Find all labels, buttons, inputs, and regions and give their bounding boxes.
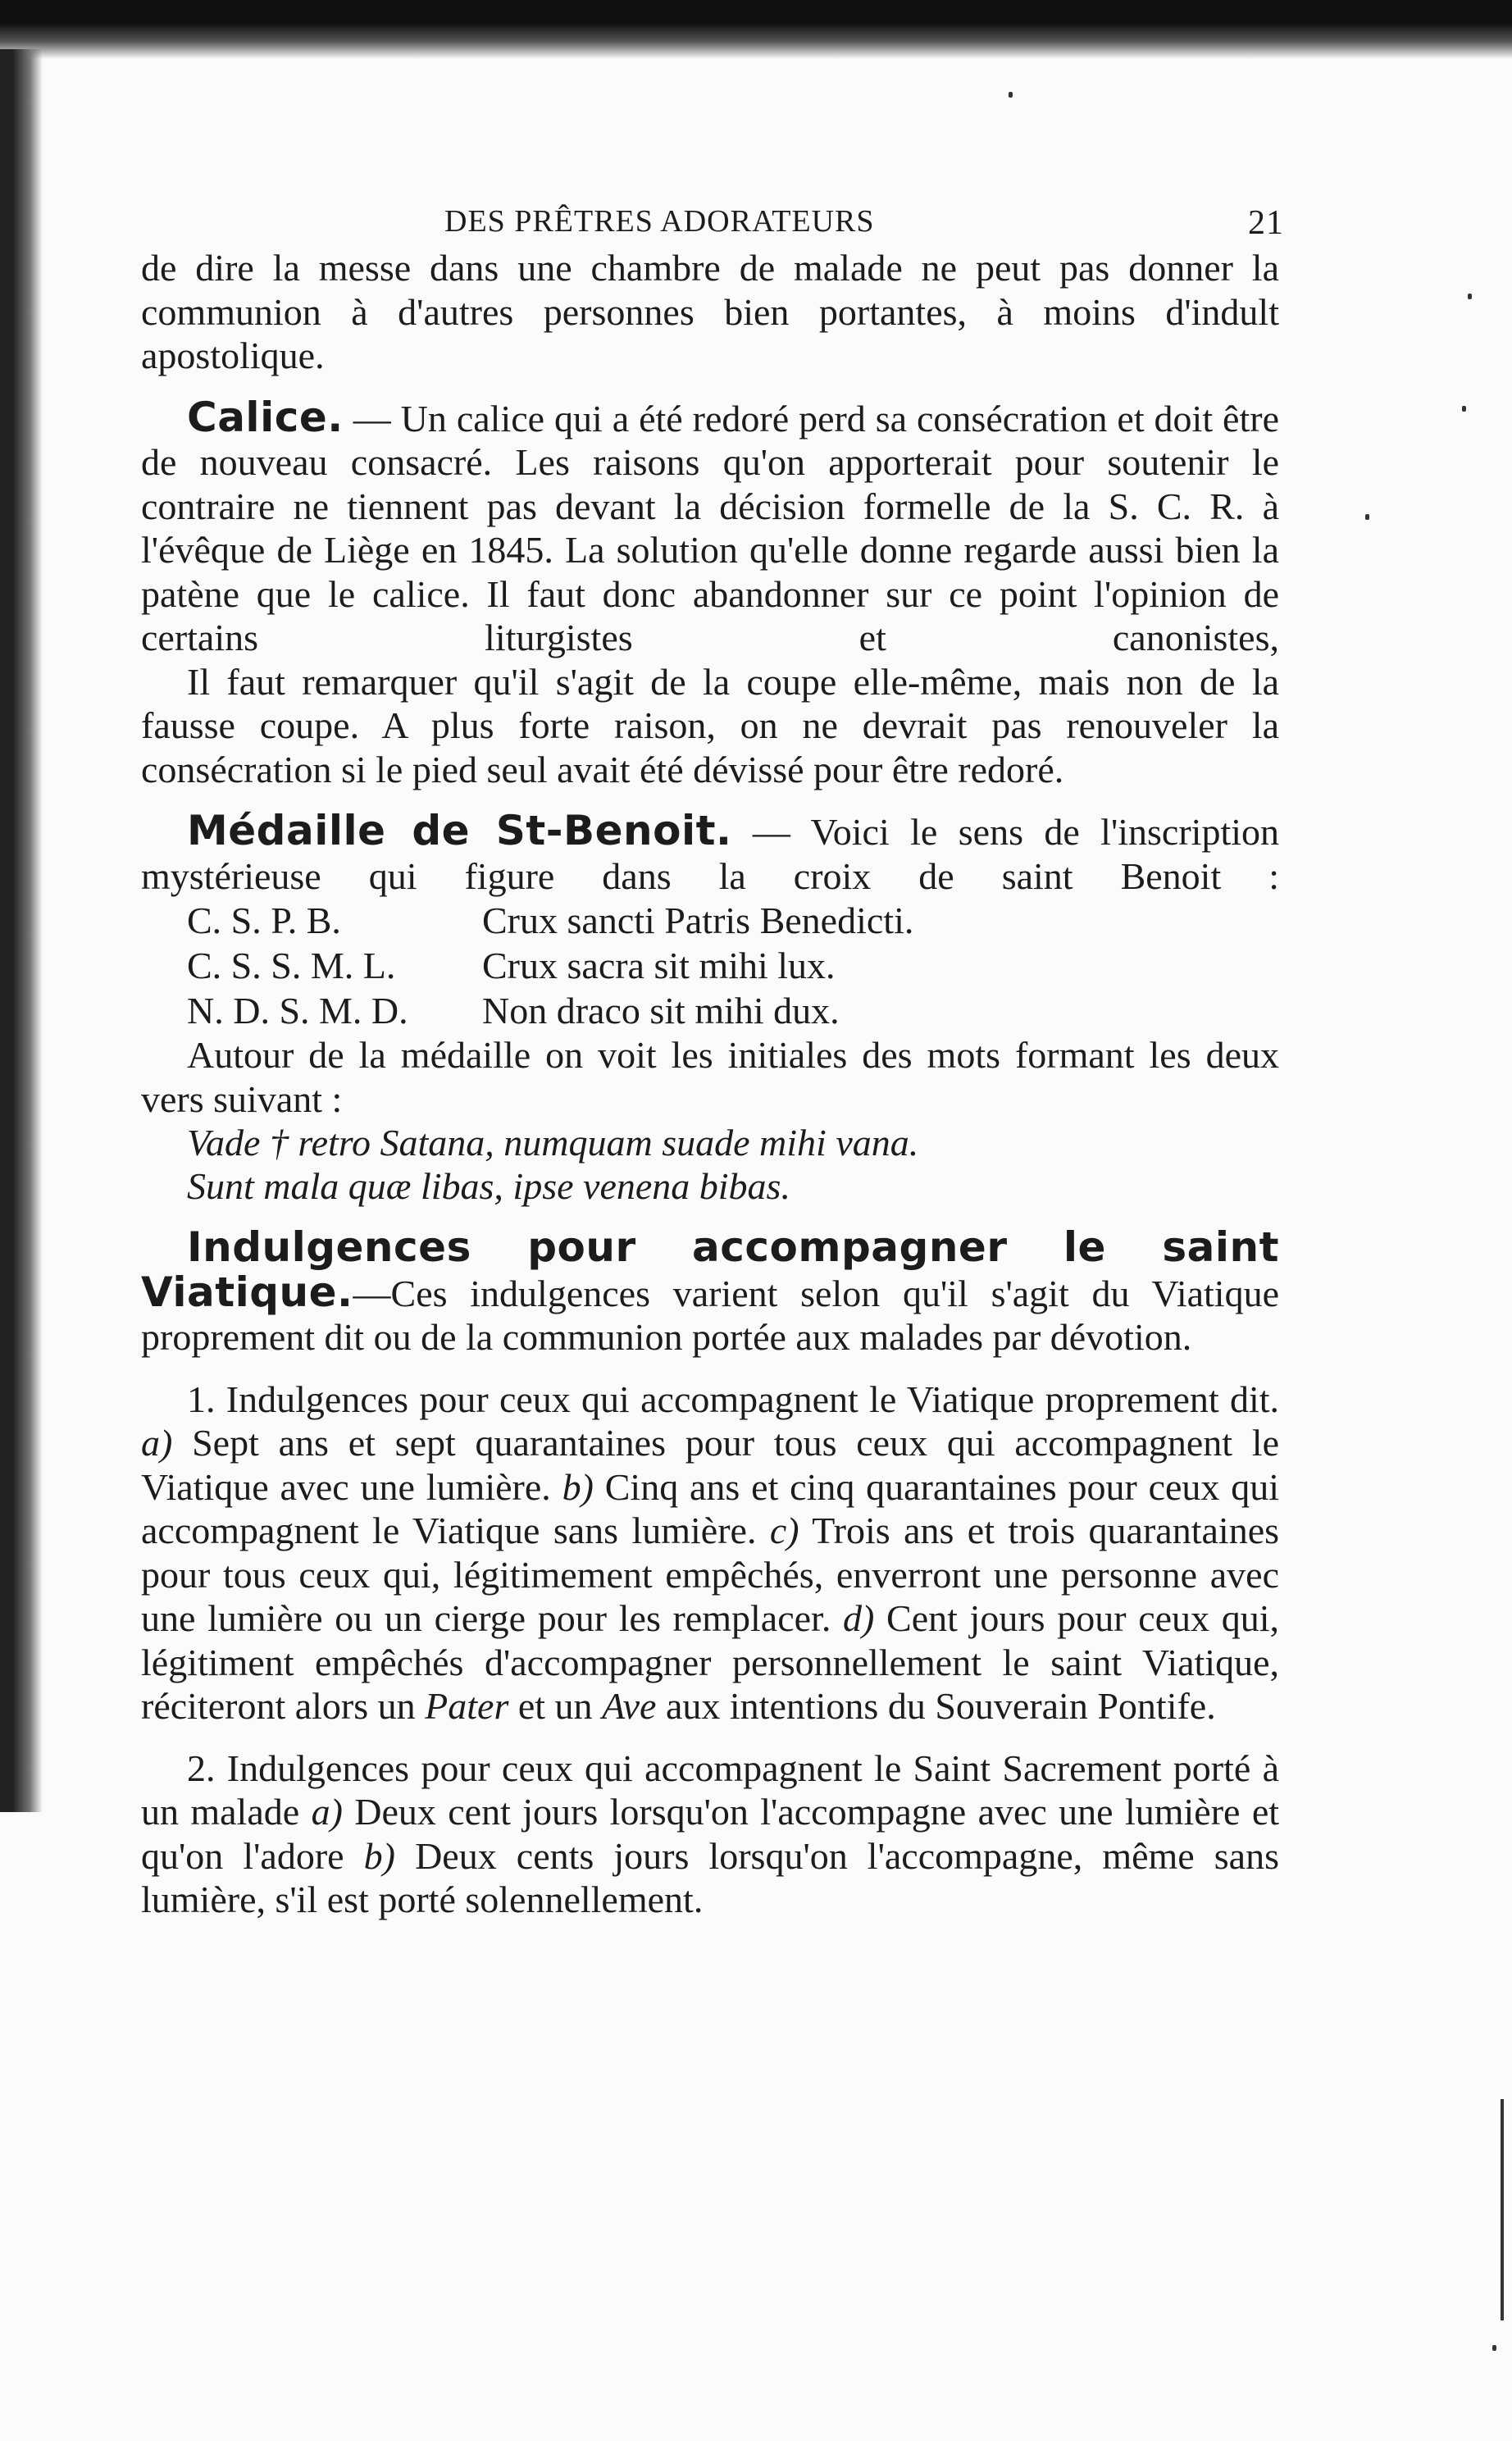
heading-medaille: Médaille de St-Benoit. xyxy=(187,807,732,854)
ave-word: Ave xyxy=(602,1685,657,1727)
heading-calice: Calice. xyxy=(187,393,344,441)
scan-left-edge xyxy=(0,49,43,1812)
paragraph-intro: de dire la messe dans une chambre de malade ne peut pas donner la communion à d'autres personnes bien portantes, à moins d'indult apostolique. xyxy=(141,247,1279,376)
scan-speck xyxy=(1009,92,1013,98)
pater-word: Pater xyxy=(425,1685,509,1727)
item-1-c-text: Trois ans et trois quarantaines pour tous ceux qui, légitimement empêchés, enverront une personne avec une lumière ou un cierge pour les remplacer. xyxy=(141,1510,1280,1639)
item-number: 2. xyxy=(187,1746,216,1789)
item-1-a-text: Sept ans et sept quarantaines pour tous ceux qui accompagnent le Viatique avec une lumière. xyxy=(141,1422,1279,1508)
abbreviation-meaning: Crux sacra sit mihi lux. xyxy=(482,945,836,986)
item-1-b-text: Cinq ans et cinq quarantaines pour ceux qui accompagnent le Viatique sans lumière. xyxy=(141,1465,1280,1551)
abbreviation: N. D. S. M. D. xyxy=(187,990,408,1032)
running-head-title: DES PRÊTRES ADORATEURS xyxy=(444,204,875,239)
item-2-a-text: Deux cent jours lorsqu'on l'accompagne avec une lumière et qu'on l'adore xyxy=(141,1791,1280,1877)
paragraph-calice-2: Il faut remarquer qu'il s'agit de la coupe elle-même, mais non de la fausse coupe. A plus forte raison, on ne devrait pas renouveler la consécration si le pied seul avait été dévissé pour être redoré. xyxy=(141,660,1279,790)
abbreviation-line xyxy=(187,988,1279,1033)
verse-line-1: Vade † retro Satana, numquam suade mihi vana. xyxy=(187,1122,919,1164)
paragraph-item-1 xyxy=(141,1378,1279,1728)
item-2-b-text: Deux cents jours lorsqu'on l'accompagne, même sans lumière, s'il est porté solennellement. xyxy=(141,1834,1280,1920)
item-2-text: Indulgences pour ceux qui accompagnent le Saint Sacrement porté à un malade xyxy=(141,1746,1280,1833)
abbreviation-meaning: Crux sancti Patris Benedicti. xyxy=(482,899,914,941)
abbreviation: C. S. S. M. L. xyxy=(187,945,396,986)
medaille-text: — Voici le sens de l'inscription mystérieuse qui figure dans la croix de saint Benoit : xyxy=(141,811,1280,897)
running-head xyxy=(141,197,1284,246)
marker-a: a) xyxy=(311,1791,343,1833)
item-1-d-text: Cent jours pour ceux qui, légitiment empêchés d'accompagner personnellement le saint Viatique, réciteront alors un xyxy=(141,1597,1279,1727)
abbreviation-line xyxy=(187,898,1279,943)
page-number: 21 xyxy=(1248,204,1284,242)
marker-b: b) xyxy=(562,1465,594,1508)
verse-line-2: Sunt mala quæ libas, ipse venena bibas. xyxy=(187,1165,790,1207)
item-1-end: aux intentions du Souverain Pontife. xyxy=(665,1685,1216,1727)
abbreviation: C. S. P. B. xyxy=(187,899,341,941)
marker-a: a) xyxy=(141,1422,173,1464)
item-number: 1. xyxy=(187,1378,216,1420)
item-1-text: Indulgences pour ceux qui accompagnent le Viatique proprement dit. xyxy=(225,1378,1280,1420)
paragraph-calice xyxy=(141,393,1279,660)
paragraph-indulgences xyxy=(141,1223,1279,1359)
heading-indulgences: Indulgences pour accompagner le saint Viatique. xyxy=(141,1223,1279,1316)
paragraph-medaille-2: Autour de la médaille on voit les initiales des mots formant les deux vers suivant : xyxy=(141,1034,1279,1120)
scan-speck xyxy=(1492,2345,1496,2351)
scan-speck xyxy=(1462,406,1466,412)
calice-text: — Un calice qui a été redoré perd sa consécration et doit être de nouveau consacré. Les raisons qu'on apporterait pour soutenir le contraire ne tiennent pas devant la décision formelle de la S. C. R. à l'évêque de Liège en 1845. La solution qu'elle donne regarde aussi bien la patène que le calice. Il faut donc abandonner sur ce point l'opinion de certains liturgistes et canonistes, xyxy=(141,397,1279,658)
marker-c: c) xyxy=(769,1510,799,1551)
abbreviation-line xyxy=(187,943,1279,988)
scan-top-edge xyxy=(0,0,1512,59)
scan-speck xyxy=(1468,294,1472,299)
abbreviation-meaning: Non draco sit mihi dux. xyxy=(482,990,840,1032)
page-content xyxy=(141,197,1284,1922)
scan-right-mark xyxy=(1501,2099,1504,2320)
paragraph-item-2 xyxy=(141,1746,1279,1922)
scan-speck xyxy=(1365,514,1369,520)
marker-b: b) xyxy=(363,1834,395,1877)
indulgences-text: —Ces indulgences varient selon qu'il s'agit du Viatique proprement dit ou de la communion portée aux malades par dévotion. xyxy=(141,1272,1279,1358)
et-un: et un xyxy=(517,1685,593,1727)
paragraph-medaille xyxy=(141,809,1279,898)
marker-d: d) xyxy=(843,1597,875,1639)
